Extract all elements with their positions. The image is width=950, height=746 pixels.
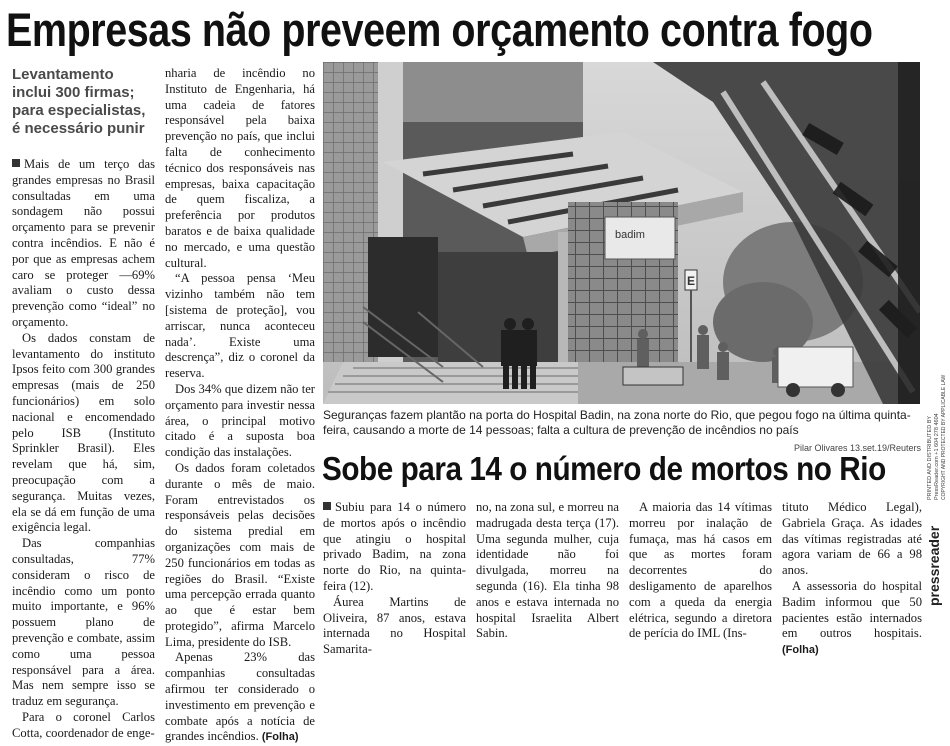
parking-sign-letter: E (687, 274, 696, 288)
story2-column-2 (476, 500, 619, 642)
caption-text: Seguranças fazem plantão na porta do Hospital Badin, na zona norte do Rio, que pegou fogo na última quinta-feira, causando a morte de 14 pessoas; falta a cultura de prevenção de incêndios no país (323, 408, 911, 437)
paragraph: A assessoria do hospital Badim informou que 50 pacientes estão internados em outros hospitais. (Folha) (782, 578, 922, 657)
paragraph: tituto Médico Legal), Gabriela Graça. As idades das vítimas registradas até agora variam de 66 a 98 anos. (782, 500, 922, 578)
story2-column-3 (629, 500, 772, 642)
article-column-1 (12, 157, 155, 741)
hospital-entrance-image (323, 62, 920, 404)
source-tag: (Folha) (782, 644, 819, 657)
bullet-square-icon (323, 502, 331, 510)
bullet-square-icon (12, 159, 20, 167)
hospital-photo (323, 62, 920, 404)
story2-column-1 (323, 500, 466, 658)
paragraph: Para o coronel Carlos Cotta, coordenador de enge- (12, 709, 155, 740)
badim-sign: badim (615, 229, 645, 241)
print-notice-line-1: PRINTED AND DISTRIBUTED BY (927, 415, 933, 500)
deck-subheadline: Levantamento inclui 300 firmas; para especialistas, é necessário punir (12, 66, 146, 137)
paragraph: Os dados foram coletados durante o mês de maio. Foram entrevistados os responsáveis pelas decisões do sistema predial em organizações com mais de 250 funcionários em todas as regiões do Brasil. “Existe uma percepção errada quanto ao que é estar bem protegido”, afirma Marcelo Lima, presidente do ISB. (165, 460, 315, 649)
article-column-2 (165, 66, 315, 746)
paragraph: Dos 34% que dizem não ter orçamento para investir nessa área, o principal motivo citado é a suposta boa condição das instalações. (165, 381, 315, 460)
paragraph: Áurea Martins de Oliveira, 87 anos, estava internada no Hospital Samarita- (323, 594, 466, 657)
photo-credit: Pilar Olivares 13.set.19/Reuters (793, 443, 921, 453)
pressreader-sidebar (924, 370, 948, 607)
paragraph: nharia de incêndio no Instituto de Engenharia, há uma cadeia de fatores responsável pela baixa prevenção no país, que inclui falta de conhecimento técnico dos responsáveis nas empresas, baixa capacitação de quem fiscaliza, a preferência por produtos baratos e de baixa qualidade no mercado, e uma questão cultural. (165, 66, 315, 270)
paragraph: Mais de um terço das grandes empresas no Brasil consultadas em uma sondagem não possui orçamento para se prevenir contra incêndios. E não é por que as empresas achem caro se proteger —69% avaliam o custo dessa prevenção como “ideal” no orçamento. (12, 157, 155, 329)
pressreader-logo: pressreader (926, 525, 942, 606)
print-notice-line-2: PressReader.com +1 604 278 4604 (934, 413, 940, 500)
paragraph: Das companhias consultadas, 77% consideram o risco de incêndio como um ponto muito importante, e 96% possuem plano de prevenção e combate, assim como uma pessoa responsável para a área. Mas nem sempre isso se traduz em segurança. (12, 536, 155, 709)
story2-column-4 (782, 500, 922, 659)
paragraph: “A pessoa pensa ‘Meu vizinho também não tem [sistema de proteção], vou arriscar, nunca aconteceu nada’. Existe uma descrença”, diz o coronel da reserva. (165, 271, 315, 381)
secondary-headline: Sobe para 14 o número de mortos no Rio (322, 450, 886, 487)
paragraph: no, na zona sul, e morreu na madrugada desta terça (17). Uma segunda mulher, cuja identidade não foi divulgada, morreu na segunda (16). Ela tinha 98 anos e estava internada no hospital Israelita Albert Sabin. (476, 500, 619, 641)
source-tag: (Folha) (261, 731, 299, 744)
paragraph: Os dados constam de levantamento do instituto Ipsos feito com 300 grandes empresas (mais de 250 funcionários) em solo nacional e encomendado pelo ISB (Instituto Sprinkler Brasil). Eles revelam que há, sim, preocupação com a segurança. Muitas vezes, ela se dá em função de uma exigência legal. (12, 330, 155, 535)
paragraph: A maioria das 14 vítimas morreu por inalação de fumaça, mas há casos em que as mortes foram decorrentes do desligamento de aparelhos com a queda da energia elétrica, segundo a diretora de perícia do IML (Ins- (629, 500, 772, 641)
paragraph: Subiu para 14 o número de mortos após o incêndio que atingiu o hospital privado Badim, na zona norte do Rio, na quinta-feira (12). (323, 500, 466, 593)
headline: Empresas não preveem orçamento contra fogo (6, 3, 873, 56)
paragraph: Apenas 23% das companhias consultadas afirmou ter considerado o investimento em prevenção e combate após a notícia de grandes incêndios. (Folha) (165, 650, 315, 744)
print-notice-line-3: COPYRIGHT AND PROTECTED BY APPLICABLE LAW (941, 374, 947, 500)
